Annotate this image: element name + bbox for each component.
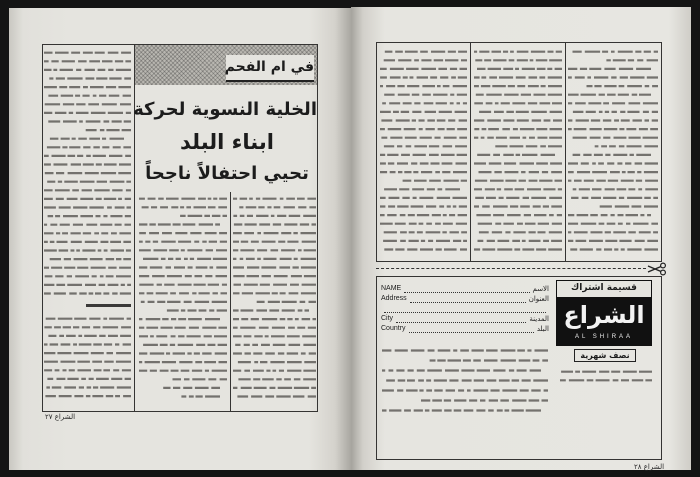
section-tag: في ام الفحم (226, 55, 314, 82)
publication-frequency: نصف شهرية (574, 349, 636, 362)
headline-line-3: تحيي احتفالاً ناجحاً (145, 163, 309, 184)
form-row-blank (381, 303, 549, 313)
field-label-en: Country (381, 325, 406, 332)
text-lines (474, 52, 562, 250)
form-row-city (381, 313, 549, 323)
text-lines-canvas (44, 48, 131, 300)
form-row-name (381, 283, 549, 293)
fill-in-line (409, 326, 534, 333)
text-lines-canvas (233, 194, 316, 408)
article-text-column (44, 314, 131, 408)
coupon-agent-text (560, 367, 652, 385)
scissors-icon (647, 262, 667, 276)
column-divider (230, 192, 231, 412)
page-number-left: الشراع ٢٧ (45, 413, 76, 421)
text-lines (44, 319, 131, 396)
article-text-column (139, 194, 227, 408)
field-label-en: Address (381, 295, 407, 302)
text-lines (233, 199, 316, 397)
fill-in-line (384, 306, 546, 313)
column-divider (565, 42, 566, 262)
text-lines (568, 52, 658, 250)
text-lines (560, 372, 652, 381)
scissors-handle (661, 270, 666, 275)
subheading-mark (86, 304, 131, 307)
field-label-ar: الاسم (532, 285, 549, 293)
text-lines (380, 52, 467, 250)
coupon-instructions-text (382, 345, 548, 417)
coupon-title: قسيمة اشتراك (557, 281, 651, 298)
coupon-cut-line (376, 268, 646, 269)
fill-in-line (410, 296, 526, 303)
magazine-name-latin: AL SHIRAA (574, 334, 634, 340)
article-text-column (233, 194, 316, 408)
article-text-column (44, 48, 131, 300)
text-lines-canvas (382, 345, 548, 417)
headline-line-1: الخلية النسوية لحركة (133, 99, 317, 120)
fill-in-line (404, 286, 529, 293)
magazine-logo-block (556, 280, 652, 346)
article-text-column (568, 47, 658, 258)
field-label-en: NAME (381, 285, 402, 292)
text-lines (382, 351, 548, 411)
subscription-form (381, 283, 549, 333)
text-lines-canvas (560, 367, 652, 385)
field-label-ar: المدينة (529, 315, 549, 323)
page-number-right: الشراع ٢٨ (634, 463, 665, 471)
scissors-icon-graphic (647, 262, 667, 276)
article-headline (133, 95, 317, 189)
text-lines-canvas (568, 47, 658, 258)
form-row-address (381, 293, 549, 303)
text-lines-canvas (474, 47, 562, 258)
column-divider (470, 42, 471, 262)
text-lines-canvas (44, 314, 131, 408)
fill-in-line (396, 316, 526, 323)
article-text-column (380, 47, 467, 258)
text-lines-canvas (139, 194, 227, 408)
text-lines-canvas (380, 47, 467, 258)
field-label-ar: العنوان (528, 295, 549, 303)
scissors-handle (661, 263, 666, 268)
text-lines (44, 53, 131, 294)
field-label-ar: البلد (536, 325, 549, 333)
form-row-country (381, 323, 549, 333)
magazine-name: الشراع (563, 301, 645, 329)
field-label-en: City (381, 315, 394, 322)
text-lines (139, 199, 227, 397)
headline-line-2: ابناء البلد (180, 130, 274, 154)
article-text-column (474, 47, 562, 258)
